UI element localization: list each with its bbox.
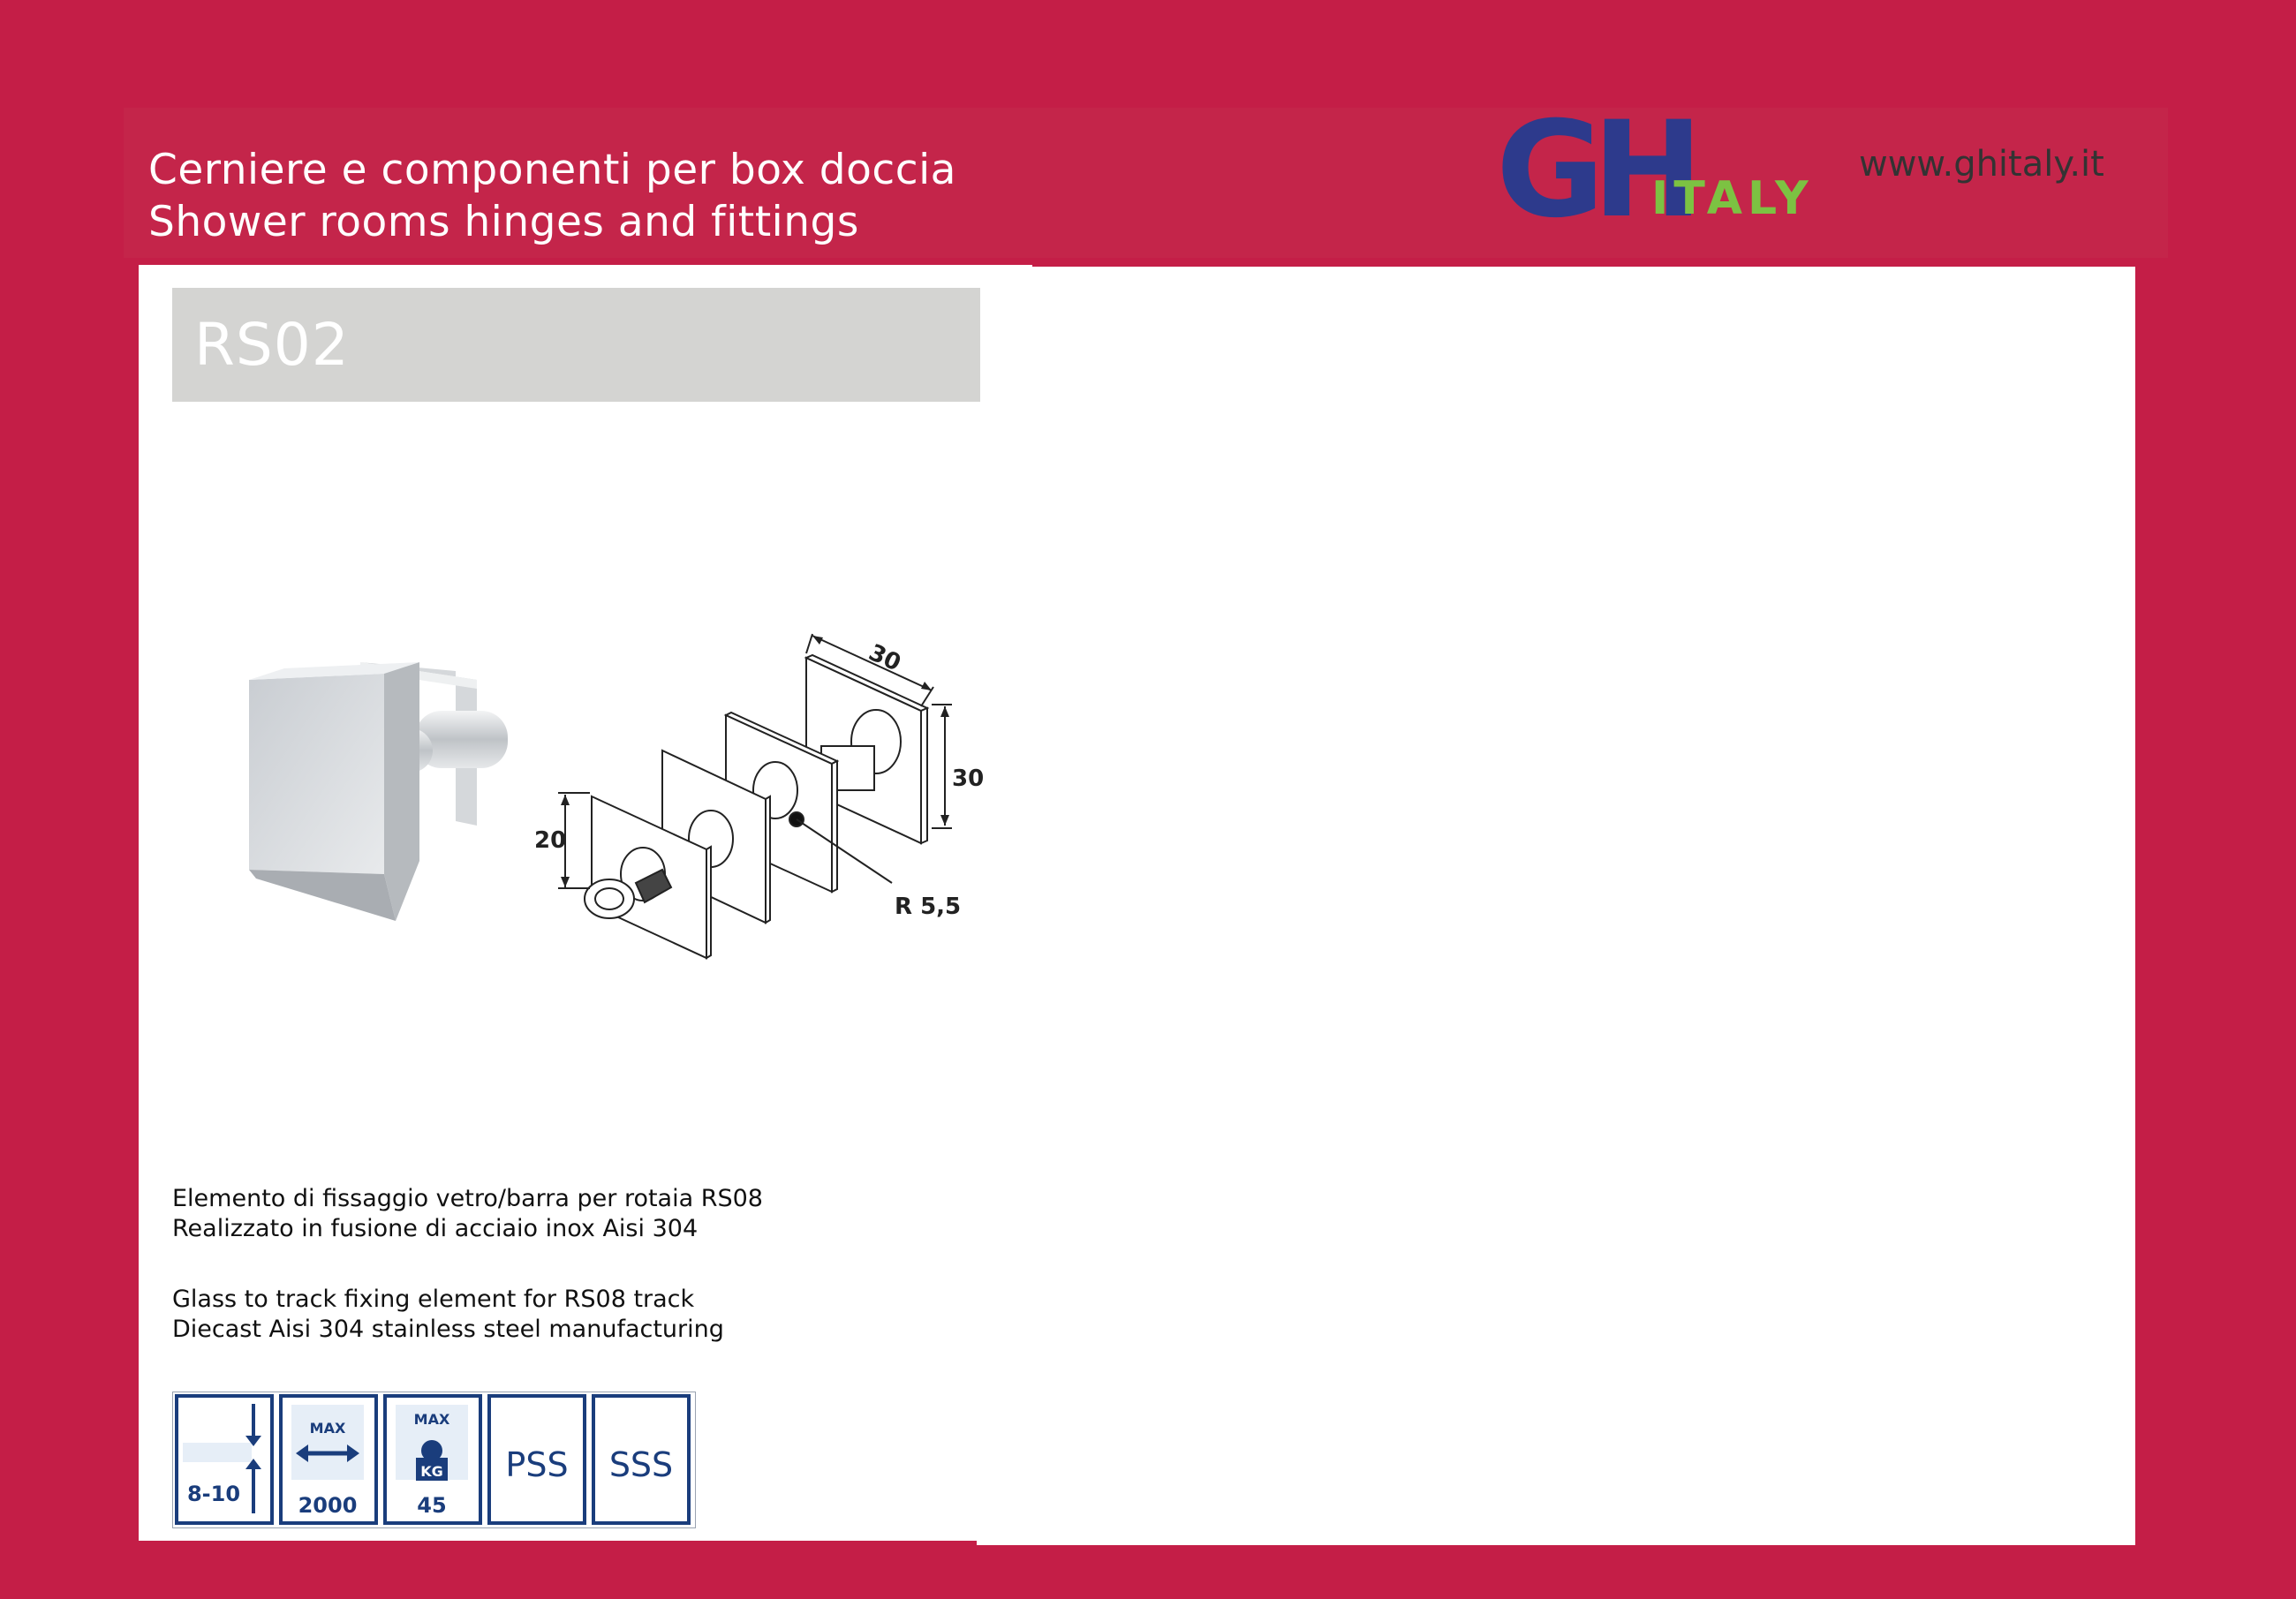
sss-icon — [593, 1396, 689, 1523]
product-photo — [238, 658, 530, 923]
max-width-top: MAX — [309, 1420, 346, 1437]
description-en-line2: Diecast Aisi 304 stainless steel manufacturing — [172, 1316, 724, 1343]
glass-thickness-icon — [177, 1396, 272, 1523]
max-weight-icon — [385, 1396, 480, 1523]
max-width-icon — [281, 1396, 376, 1523]
glass-thickness-label: 8-10 — [186, 1482, 241, 1506]
dim-radius: R 5,5 — [895, 894, 962, 920]
max-weight-top: MAX — [413, 1411, 450, 1428]
header-title-en: Shower rooms hinges and fittings — [148, 198, 859, 246]
content-panel-right — [977, 267, 2135, 1545]
header-title-it: Cerniere e componenti per box doccia — [148, 146, 956, 194]
pss-label: PSS — [505, 1445, 569, 1484]
description-it-line1: Elemento di fissaggio vetro/barra per rotaia RS08 — [172, 1185, 763, 1212]
dim-width: 30 — [865, 639, 905, 677]
spec-icons — [172, 1392, 696, 1528]
logo-italy-text: ITALY — [1651, 172, 1814, 225]
sss-label: SSS — [608, 1445, 674, 1484]
description-it-line2: Realizzato in fusione di acciaio inox Aisi 304 — [172, 1215, 699, 1242]
max-weight-label: 45 — [417, 1493, 447, 1518]
dim-side: 20 — [534, 827, 567, 854]
logo-gh-text: GH — [1496, 108, 1691, 227]
pss-icon — [489, 1396, 585, 1523]
dim-height: 30 — [952, 766, 985, 792]
max-width-label: 2000 — [298, 1493, 358, 1518]
ghitaly-logo — [1494, 108, 1839, 227]
product-code: RS02 — [194, 311, 350, 379]
max-weight-badge: KG — [420, 1463, 443, 1480]
description-en-line1: Glass to track fixing element for RS08 track — [172, 1286, 695, 1313]
technical-drawing — [530, 618, 989, 962]
website-url[interactable]: www.ghitaly.it — [1859, 144, 2104, 185]
